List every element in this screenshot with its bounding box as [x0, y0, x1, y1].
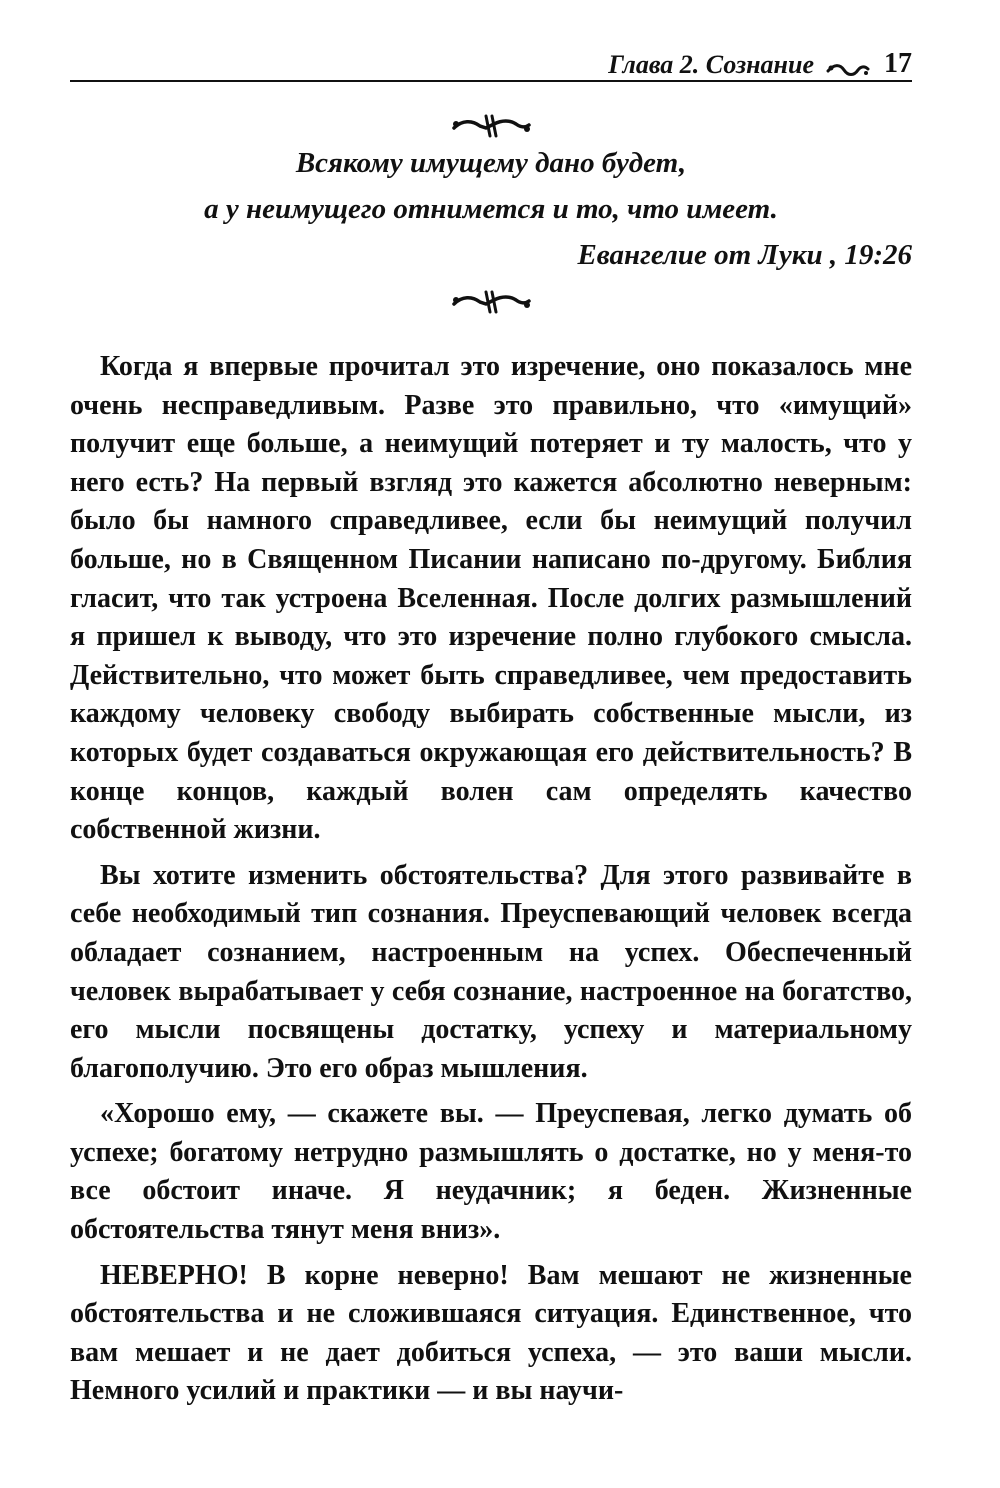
paragraph: Вы хотите изменить обстоятельства? Для этого развивайте в себе необходимый тип сознания. Преуспевающий человек всегда обладает сознанием, настроенным на успех. Обеспеченный человек вырабатывает у себя сознание, настроенное на богатство, его мысли посвящены достатку, успеху и материальному благополучию. Это его образ мышления.	[70, 859, 912, 1084]
epigraph-line: а у неимущего отнимется и то, что имеет.	[204, 193, 778, 225]
paragraph: НЕВЕРНО! В корне неверно! Вам мешают не жизненные обстоятельства и не сложившаяся ситуация. Единственное, что вам мешает и не дает добиться успеха, — это ваши мысли. Немного усилий и практики — и вы научи-	[70, 1259, 912, 1407]
epigraph-line: Всякому имущему дано будет,	[295, 147, 687, 179]
epigraph-source: Евангелие от Луки , 19:26	[577, 239, 912, 271]
body-text	[70, 348, 912, 1418]
header-rule	[70, 80, 912, 82]
running-header	[70, 38, 912, 80]
paragraph: Когда я впервые прочитал это изречение, оно показалось мне очень несправедливым. Разве это правильно, что «имущий» получит еще больше, а неимущий потеряет и ту малость, что у него есть? На первый взгляд это кажется абсолютно неверным: было бы намного справедливее, если бы неимущий получил больше, но в Священном Писании написано по-другому. Библия гласит, что так устроена Вселенная. После долгих размышлений я пришел к выводу, что это изречение полно глубокого смысла. Действительно, что может быть справедливее, чем предоставить каждому человеку свободу выбирать собственные мысли, из которых будет создаваться окружающая его действительность? В конце концов, каждый волен сам определять качество собственной жизни.	[70, 351, 912, 846]
paragraph: «Хорошо ему, — скажете вы. — Преуспевая, легко думать об успехе; богатому нетрудно размышлять о достатке, но у меня-то все обстоит иначе. Я неудачник; я беден. Жизненные обстоятельства тянут меня вниз».	[70, 1098, 912, 1246]
chapter-title: Глава 2. Сознание	[608, 50, 814, 79]
ornament-icon	[450, 110, 532, 140]
ornament-icon	[450, 286, 532, 316]
epigraph	[70, 140, 912, 278]
flourish-icon	[826, 62, 870, 80]
page-number: 17	[884, 48, 912, 79]
